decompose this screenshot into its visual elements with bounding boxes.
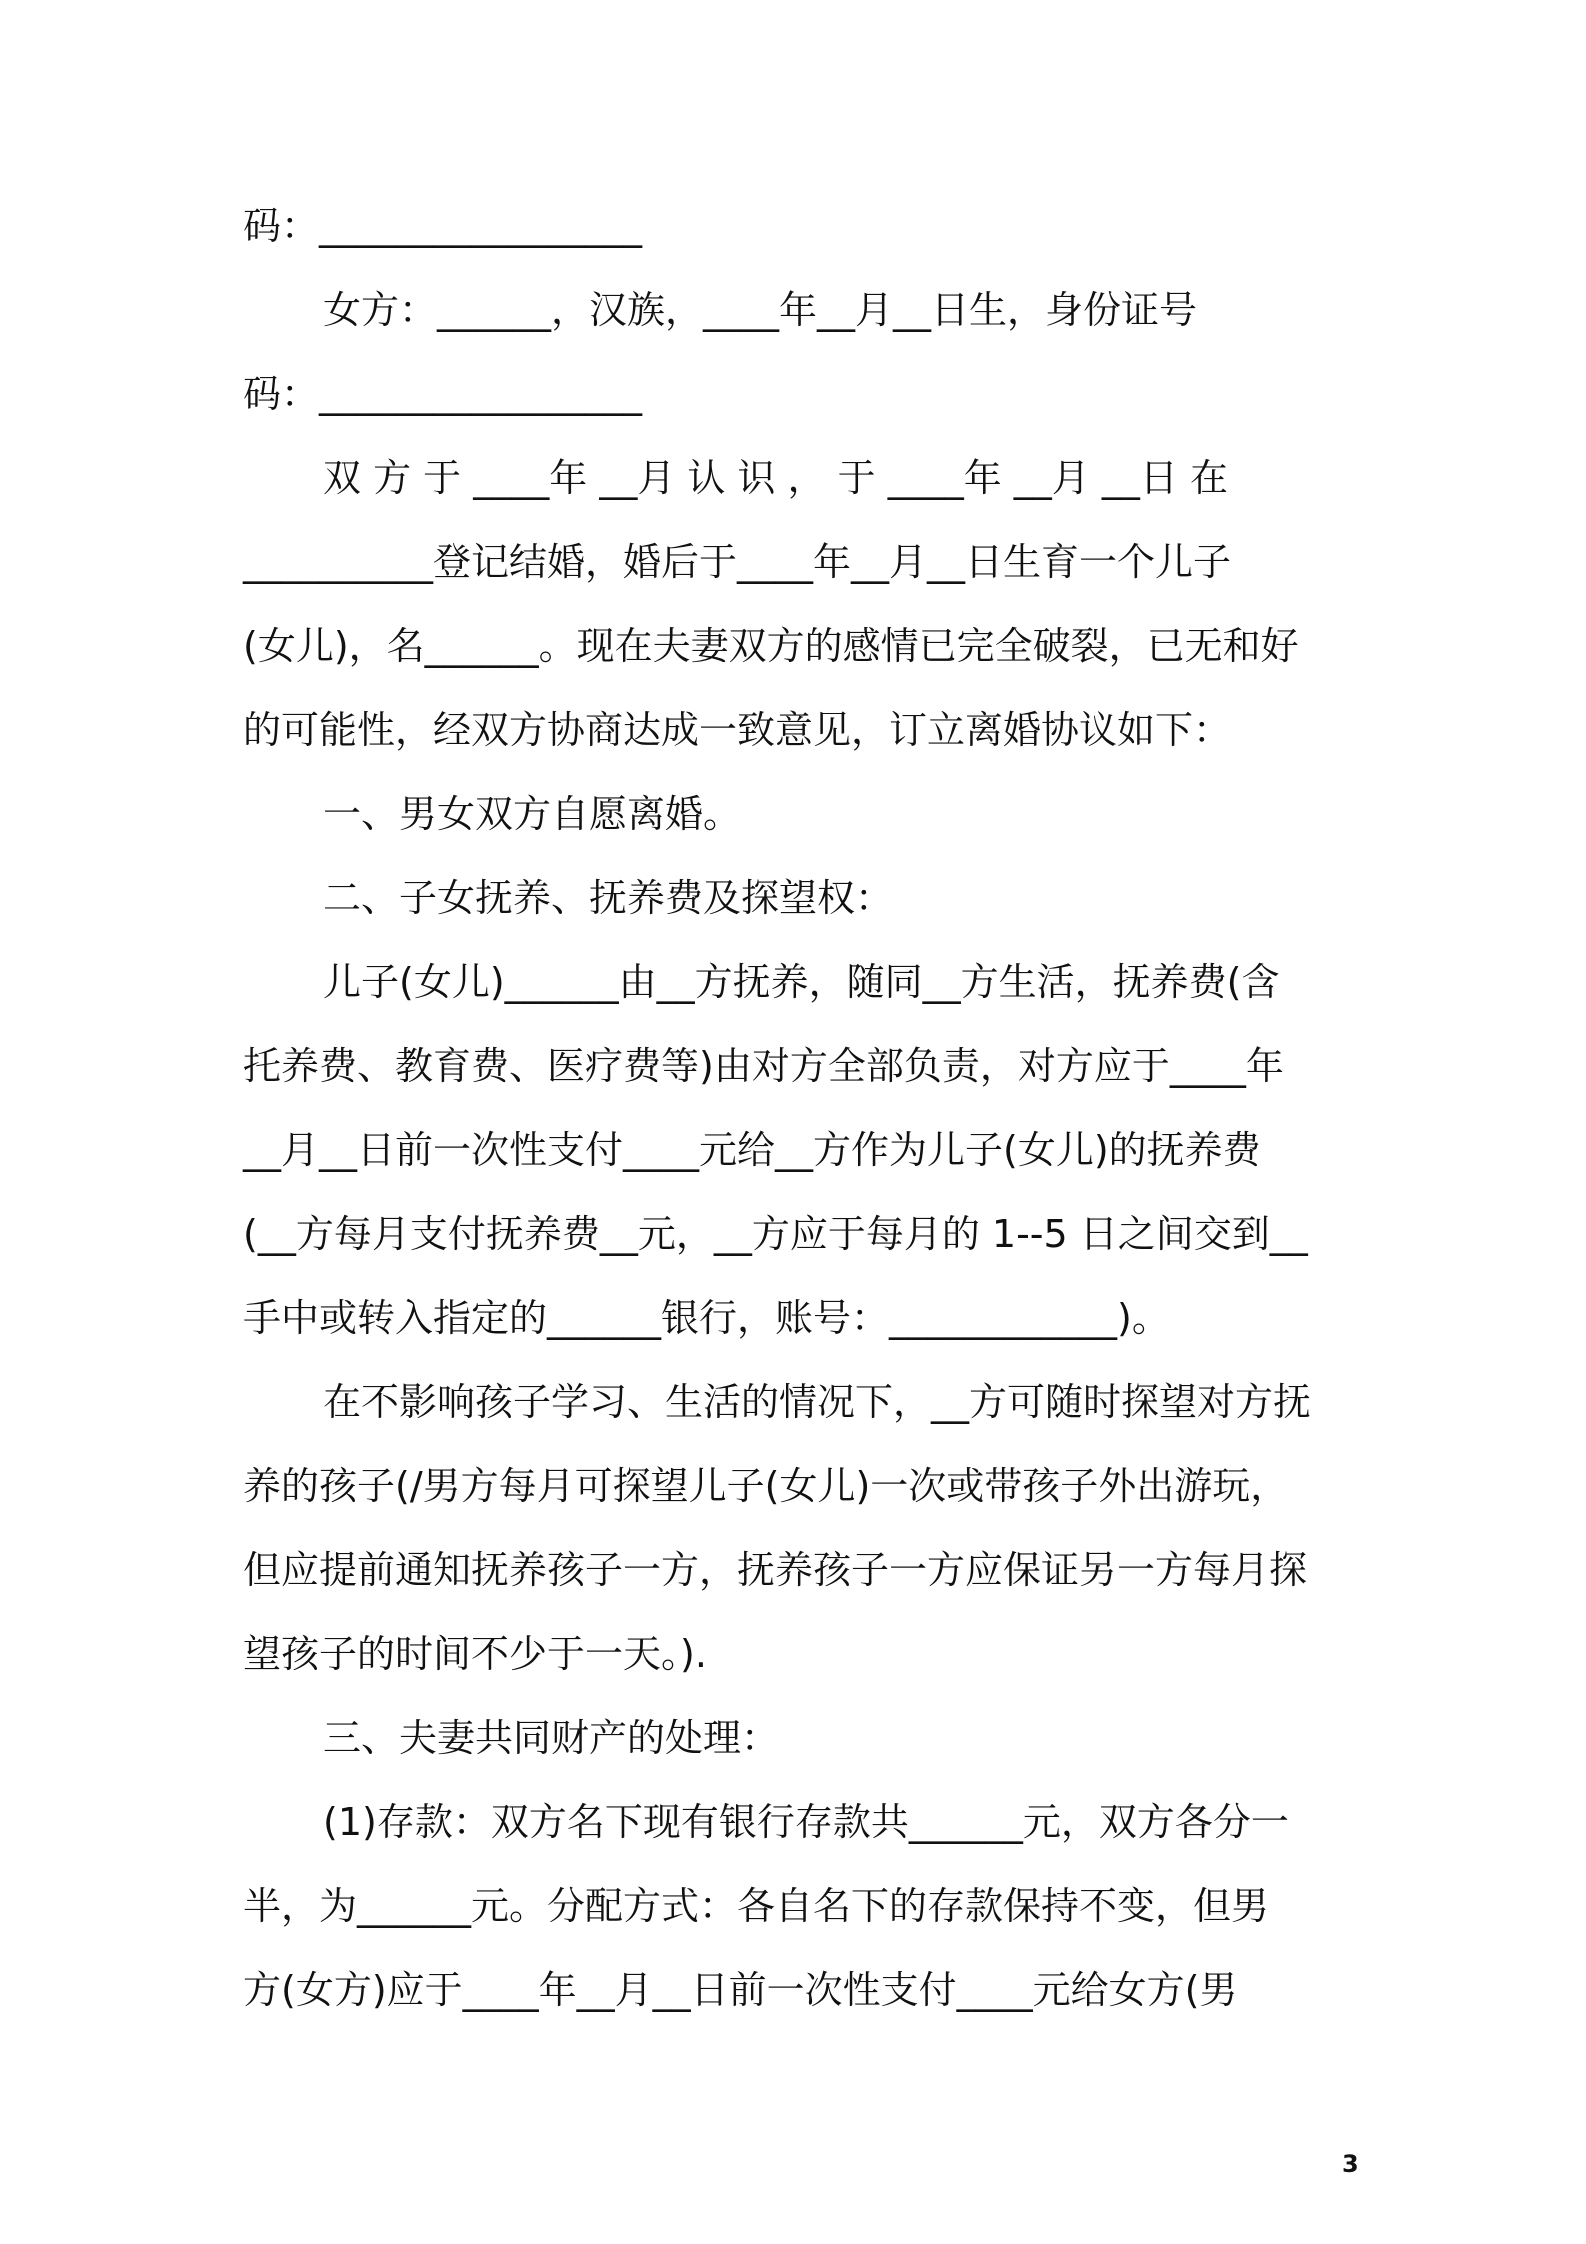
text-line: __月__日前一次性支付____元给__方作为儿子(女儿)的抚养费 [243, 1128, 1261, 1172]
text-line: (__方每月支付抚养费__元，__方应于每月的 1--5 日之间交到__ [243, 1212, 1308, 1256]
page-number: 3 [1342, 2150, 1359, 2178]
text-line: 一、男女双方自愿离婚。 [323, 792, 742, 836]
text-line: 但应提前通知抚养孩子一方，抚养孩子一方应保证另一方每月探 [243, 1548, 1308, 1592]
text-line: 在不影响孩子学习、生活的情况下，__方可随时探望对方抚 [323, 1380, 1312, 1424]
text-line: 手中或转入指定的______银行，账号：____________)。 [243, 1296, 1170, 1340]
text-line: 双 方 于 ____年 __月 认 识 ， 于 ____年 __月 __日 在 [323, 456, 1228, 500]
text-line: 二、子女抚养、抚养费及探望权： [323, 876, 894, 920]
text-line: 半，为______元。分配方式：各自名下的存款保持不变，但男 [243, 1884, 1270, 1928]
text-line: __________登记结婚，婚后于____年__月__日生育一个儿子 [243, 540, 1232, 584]
text-line: 码：_________________ [243, 372, 643, 416]
text-line: (女儿)，名______。现在夫妻双方的感情已完全破裂，已无和好 [243, 624, 1299, 668]
text-line: 望孩子的时间不少于一天。). [243, 1632, 707, 1676]
text-line: 三、夫妻共同财产的处理： [323, 1716, 780, 1760]
text-line: 码：_________________ [243, 204, 643, 248]
text-line: 托养费、教育费、医疗费等)由对方全部负责，对方应于____年 [243, 1044, 1284, 1088]
text-line: 儿子(女儿)______由__方抚养，随同__方生活，抚养费(含 [323, 960, 1280, 1004]
text-line: (1)存款：双方名下现有银行存款共______元，双方各分一 [323, 1800, 1289, 1844]
text-line: 养的孩子(/男方每月可探望儿子(女儿)一次或带孩子外出游玩， [243, 1464, 1289, 1508]
text-line: 方(女方)应于____年__月__日前一次性支付____元给女方(男 [243, 1968, 1238, 2012]
text-line: 的可能性，经双方协商达成一致意见，订立离婚协议如下： [243, 708, 1232, 752]
text-line: 女方：______，汉族，____年__月__日生，身份证号 [323, 288, 1198, 332]
